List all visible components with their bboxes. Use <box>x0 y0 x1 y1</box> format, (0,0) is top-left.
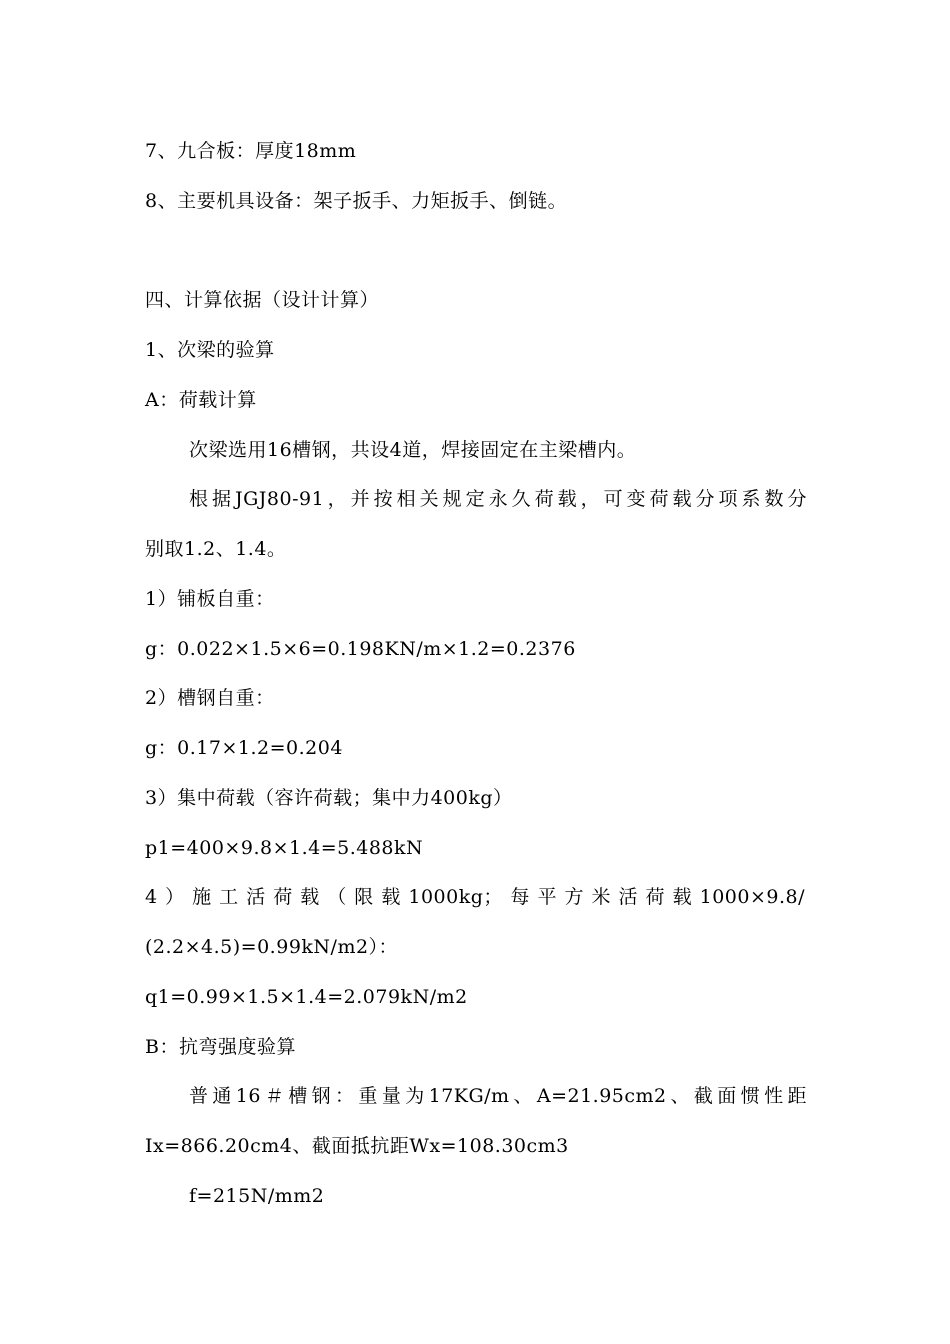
item-heading-plate-weight: 1）铺板自重： <box>145 588 275 610</box>
text-line-channel-steel: 次梁选用16槽钢，共设4道，焊接固定在主梁槽内。 <box>189 439 637 461</box>
item-heading-channel-weight: 2）槽钢自重： <box>145 687 275 709</box>
formula-design-strength: f=215N/mm2 <box>189 1185 325 1207</box>
text-line-channel-properties: 普通16＃槽钢：重量为17KG/m、A=21.95cm2、截面惯性距 <box>189 1085 807 1107</box>
formula-plate-weight: g：0.022×1.5×6=0.198KN/m×1.2=0.2376 <box>145 638 576 660</box>
text-line-equipment: 8、主要机具设备：架子扳手、力矩扳手、倒链。 <box>145 190 568 212</box>
subsection-heading-secondary-beam: 1、次梁的验算 <box>145 339 275 361</box>
subsection-heading-bending-strength: B：抗弯强度验算 <box>145 1036 296 1058</box>
text-line-factor-values: 别取1.2、1.4。 <box>145 538 287 560</box>
section-heading-calculation-basis: 四、计算依据（设计计算） <box>145 289 380 311</box>
formula-channel-weight: g：0.17×1.2=0.204 <box>145 737 343 759</box>
text-line-section-modulus: Ix=866.20cm4、截面抵抗距Wx=108.30cm3 <box>145 1135 569 1157</box>
text-line-live-load-continued: (2.2×4.5)=0.99kN/m2）： <box>145 936 399 958</box>
text-line-plywood: 7、九合板：厚度18mm <box>145 140 357 162</box>
item-heading-live-load: 4）施工活荷载（限载1000kg；每平方米活荷载1000×9.8/ <box>145 886 805 908</box>
subsection-heading-load-calculation: A：荷载计算 <box>145 389 257 411</box>
item-heading-concentrated-load: 3）集中荷载（容许荷载；集中力400kg） <box>145 787 513 809</box>
formula-live-load: q1=0.99×1.5×1.4=2.079kN/m2 <box>145 986 468 1008</box>
text-line-code-reference: 根据JGJ80-91，并按相关规定永久荷载，可变荷载分项系数分 <box>189 488 807 510</box>
formula-concentrated-load: p1=400×9.8×1.4=5.488kN <box>145 837 424 859</box>
